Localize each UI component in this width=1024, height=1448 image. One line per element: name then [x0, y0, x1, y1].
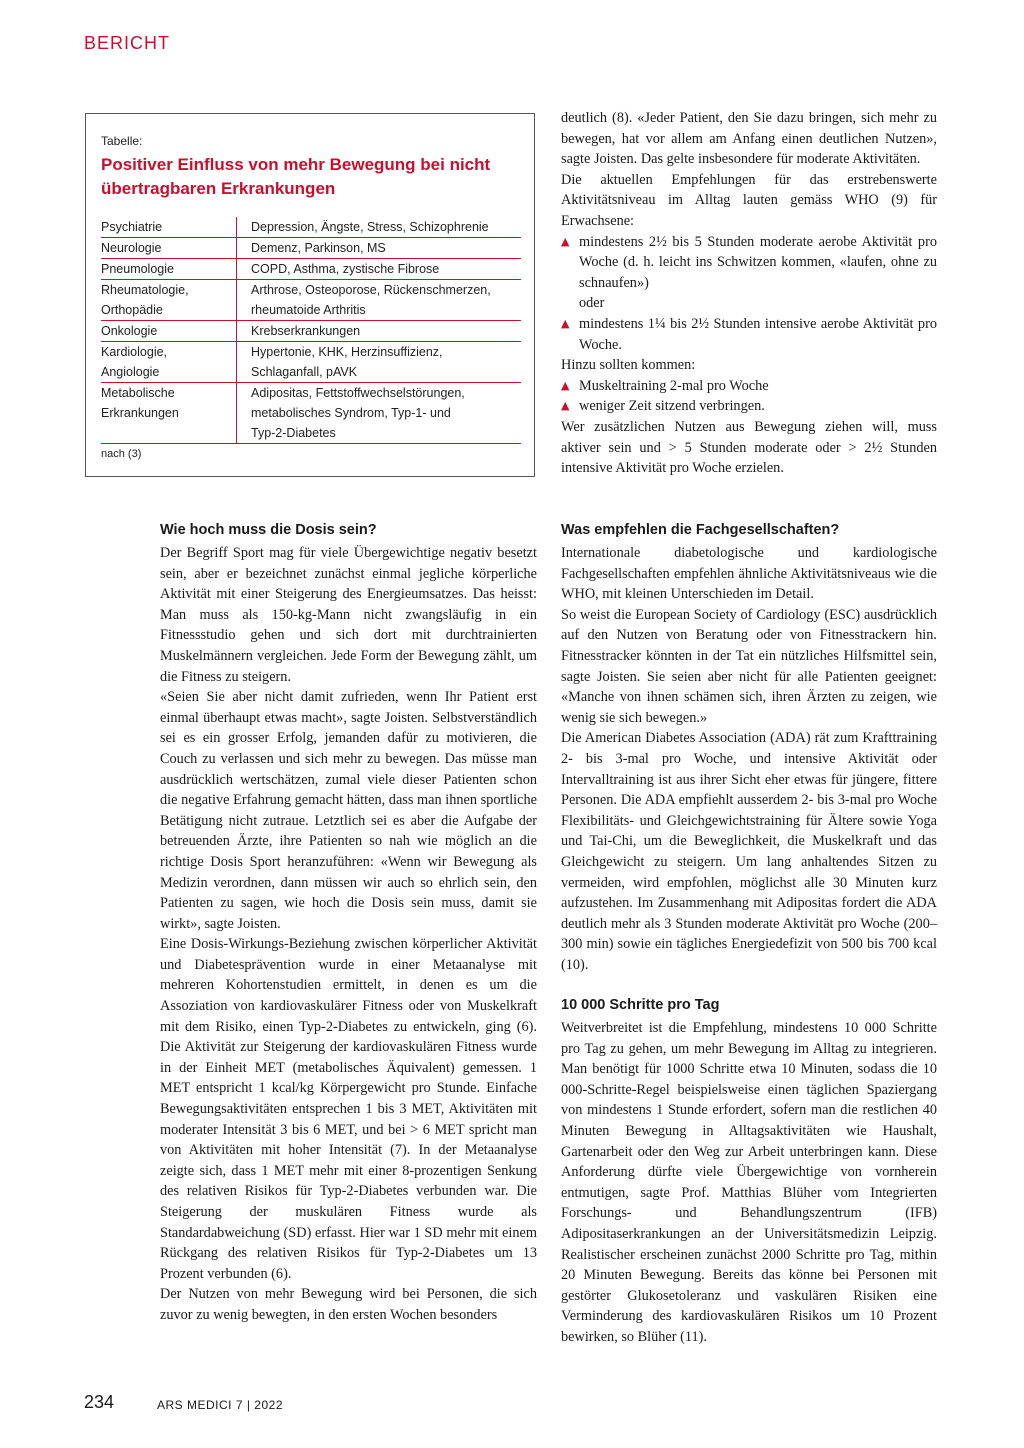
table-box [85, 113, 535, 477]
table-cell-area: Rheumatologie, Orthopädie [101, 280, 237, 320]
column-right-top [561, 108, 937, 479]
triangle-bullet-icon: ▲ [561, 399, 570, 413]
list-item-text: mindestens 2½ bis 5 Stunden moderate aerobe Aktivität pro Woche (d. h. leicht ins Schwitzen kommen, «laufen, ohne zu schnaufen») [579, 233, 937, 291]
table-row [101, 259, 521, 280]
table-cell-diseases: Arthrose, Osteoporose, Rückenschmerzen, rheumatoide Arthritis [251, 283, 491, 317]
paragraph: Hinzu sollten kommen: [561, 357, 696, 374]
table-cell-diseases: COPD, Asthma, zystische Fibrose [251, 262, 440, 276]
list-connector: oder [579, 295, 605, 312]
paragraph: «Seien Sie aber nicht damit zufrieden, wenn Ihr Patient erst einmal überhaupt etwas macht», sagte Joisten. Selbstverständlich sei es ein grosser Erfolg, jemanden dafür zu motivieren, die Couch zu verlassen und sich mehr zu bewegen. Das müsse man ausdrücklich wertschätzen, zumal viele dieser Patienten schon die negative Erfahrung gemacht hätten, dass man ihnen sportliche Betätigung nicht zutraue. Letztlich sei es aber die Aufgabe der betreuenden Ärzte, ihre Patienten so nah wie möglich an die richtige Dosis Sport heranzuführen: «Wenn wir Bewegung als Medizin verordnen, dann müssen wir auch so ehrlich sein, den Patienten zu sagen, wie hoch die Dosis sein muss, damit sie wirkt», sagte Joisten. [160, 689, 537, 932]
table-cell-diseases: Krebserkrankungen [251, 324, 361, 338]
table-row [101, 217, 521, 238]
subheading: Was empfehlen die Fachgesellschaften? [561, 522, 840, 538]
section-label: BERICHT [84, 33, 171, 53]
disease-table [101, 217, 521, 444]
list-item-text: mindestens 1¼ bis 2½ Stunden intensive aerobe Aktivität pro Woche. [579, 315, 937, 353]
paragraph: So weist die European Society of Cardiology (ESC) ausdrücklich auf den Nutzen von Beratung oder von Fitnesstrackern hin. Fitnesstracker könnten in der Tat ein nützliches Hilfsmittel sein, sagte Joisten. Sie seien aber nicht für alle Patienten geeignet: «Manche von ihnen schämen sich, ihren Ärzten zu zeigen, wie wenig sie sich bewegen.» [561, 606, 937, 726]
list-item [561, 396, 937, 417]
table-cell-diseases: Hypertonie, KHK, Herzinsuffizienz, Schlaganfall, pAVK [251, 345, 443, 379]
table-title: Positiver Einfluss von mehr Bewegung bei nicht übertragbaren Erkrankungen [101, 155, 491, 198]
table-cell-area: Metabolische Erkrankungen [101, 383, 237, 443]
paragraph: Der Nutzen von mehr Bewegung wird bei Personen, die sich zuvor zu wenig bewegten, in den ersten Wochen besonders [160, 1286, 537, 1323]
paragraph: Der Begriff Sport mag für viele Übergewichtige negativ besetzt sein, aber er bezeichnet zunächst einmal jegliche körperliche Aktivität mit einer Steigerung des Energieumsatzes. Das heisst: Man muss als 150-kg-Mann nicht zwangsläufig in ein Fitnessstudio gehen und sich dort mit durchtrainierten Muskelmännern vergleichen. Jede Form der Bewegung zählt, um die Fitness zu steigern. [160, 545, 537, 685]
paragraph: Internationale diabetologische und kardiologische Fachgesellschaften empfehlen ähnliche Aktivitätsniveaus wie die WHO, mit kleinen Unterschieden im Detail. [561, 545, 937, 603]
table-row [101, 383, 521, 444]
subheading: Wie hoch muss die Dosis sein? [160, 522, 377, 538]
paragraph: Die American Diabetes Association (ADA) rät zum Krafttraining 2- bis 3-mal pro Woche, und intensive Aktivität oder Intervalltraining ist aus ihrer Sicht eher etwas für jüngere, fittere Personen. Die ADA empfiehlt ausserdem 2- bis 3-mal pro Woche Flexibilitäts- und Gleichgewichtstraining für Ältere sowie Yoga und Tai-Chi, um die Beweglichkeit, die Muskelkraft und das Gleichgewicht zu steigern. Um lang anhaltendes Sitzen zu vermeiden, wird empfohlen, möglichst alle 30 Minuten kurz aufzustehen. Im Zusammenhang mit Adipositas fordert die ADA deutlich mehr als 3 Stunden moderate Aktivität pro Woche (200–300 min) sowie ein tägliches Energiedefizit von 500 bis 700 kcal (10). [561, 730, 937, 973]
table-cell-diseases: Demenz, Parkinson, MS [251, 241, 386, 255]
paragraph: Die aktuellen Empfehlungen für das erstrebenswerte Aktivitätsniveau im Alltag lauten gemäss WHO (9) für Erwachsene: [561, 171, 937, 229]
table-source: nach (3) [101, 448, 142, 460]
list-item-text: weniger Zeit sitzend verbringen. [579, 398, 765, 415]
table-row [101, 280, 521, 321]
table-row [101, 238, 521, 259]
table-cell-area: Kardiologie, Angiologie [101, 342, 237, 382]
list-item [561, 314, 937, 355]
paragraph: Eine Dosis-Wirkungs-Beziehung zwischen körperlicher Aktivität und Diabetesprävention wurde in einer Metaanalyse mit mehreren Kohortenstudien ermittelt, in denen es um die Assoziation von kardiovaskulärer Fitness oder von Muskelkraft mit dem Risiko, einen Typ-2-Diabetes zu entwickeln, ging (6). Die Aktivität zur Steigerung der kardiovaskulären Fitness wurde in der Einheit MET (metabolisches Äquivalent) gemessen. 1 MET entspricht 1 kcal/kg Körpergewicht pro Stunde. Einfache Bewegungsaktivitäten entsprechen 1 bis 3 MET, Aktivitäten mit moderater Intensität 3 bis 6 MET, und bei > 6 MET spricht man von Aktivitäten mit hoher Intensität (7). In der Metaanalyse zeigte sich, dass 1 MET mehr mit einer 8-prozentigen Senkung des relativen Risikos für Typ-2-Diabetes verbunden war. Die Steigerung der muskulären Fitness wurde als Standardabweichung (SD) erfasst. Hier war 1 SD mehr mit einem Rückgang des relativen Risikos für Typ-2-Diabetes um 13 Prozent verbunden (6). [160, 936, 537, 1282]
column-right-section-a [561, 520, 937, 975]
table-cell-diseases: Adipositas, Fettstoffwechselstörungen, metabolisches Syndrom, Typ-1- und Typ-2-Diabetes [251, 386, 465, 440]
paragraph: Wer zusätzlichen Nutzen aus Bewegung ziehen will, muss aktiver sein und > 5 Stunden moderate oder > 2½ Stunden intensive Aktivität pro Woche erzielen. [561, 418, 937, 477]
paragraph: deutlich (8). «Jeder Patient, den Sie dazu bringen, sich mehr zu bewegen, hat vor allem am Anfang einen deutlichen Nutzen», sagte Joisten. Das gelte insbesondere für moderate Aktivitäten. [561, 110, 937, 168]
table-cell-area: Psychiatrie [101, 217, 237, 237]
table-cell-diseases: Depression, Ängste, Stress, Schizophrenie [251, 220, 489, 234]
table-row [101, 342, 521, 383]
page-footer [84, 1392, 283, 1413]
journal-name: ARS MEDICI 7 | 2022 [157, 1398, 283, 1412]
list-item [561, 232, 937, 294]
triangle-bullet-icon: ▲ [561, 316, 570, 330]
table-kicker: Tabelle: [101, 134, 143, 148]
triangle-bullet-icon: ▲ [561, 234, 570, 248]
page-number: 234 [84, 1392, 115, 1412]
subheading: 10 000 Schritte pro Tag [561, 997, 720, 1013]
table-cell-area: Onkologie [101, 321, 237, 341]
table-cell-area: Neurologie [101, 238, 237, 258]
list-item [561, 376, 937, 397]
table-row [101, 321, 521, 342]
column-right-section-b [561, 995, 937, 1348]
column-left [160, 520, 537, 1326]
list-item-text: Muskeltraining 2-mal pro Woche [579, 377, 769, 394]
triangle-bullet-icon: ▲ [561, 378, 570, 392]
paragraph: Weitverbreitet ist die Empfehlung, mindestens 10 000 Schritte pro Tag zu gehen, um mehr Bewegung im Alltag zu integrieren. Man benötigt für 1000 Schritte etwa 10 Minuten, sodass die 10 000-Schritte-Regel beispielsweise einen täglichen Spaziergang von mindestens 1 Stunde erfordert, sofern man die restlichen 40 Minuten Bewegung in Alltagsaktivitäten wie Haushalt, Gartenarbeit oder den Weg zur Arbeit unterbringen kann. Diese Anforderung dürfte viele Übergewichtige von vornherein entmutigen, sagte Prof. Matthias Blüher vom Integrierten Forschungs- und Behandlungszentrum (IFB) Adipositaserkrankungen an der Universitätsmedizin Leipzig. Realistischer erscheinen zunächst 2000 Schritte pro Tag, mithin 20 Minuten Bewegung. Bereits das könne bei Personen mit gestörter Glukosetoleranz und vaskulären Risiken eine Verminderung des kardiovaskulären Risikos um 10 Prozent bewirken, so Blüher (11). [561, 1020, 937, 1345]
table-cell-area: Pneumologie [101, 259, 237, 279]
